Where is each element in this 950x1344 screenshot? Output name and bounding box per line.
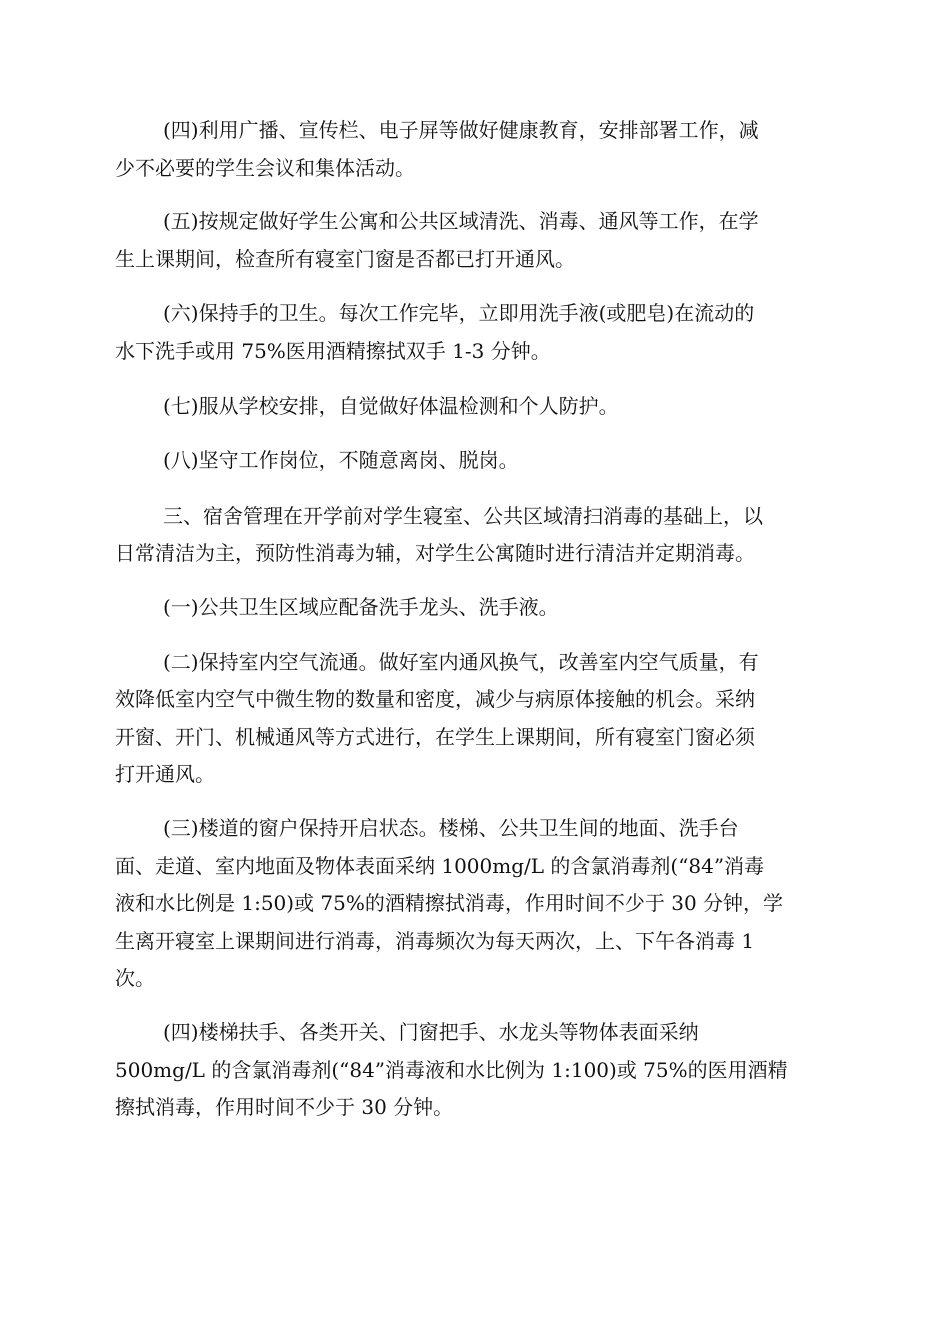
line-text: 三、宿舍管理在开学前对学生寝室、公共区域清扫消毒的基础上，以 [163, 504, 763, 528]
line-text: 效降低室内空气中微生物的数量和密度，减少与病原体接触的机会。采纳 [115, 687, 755, 711]
line-text: (七)服从学校安排，自觉做好体温检测和个人防护。 [163, 394, 619, 418]
line-text: (四)利用广播、宣传栏、电子屏等做好健康教育，安排部署工作，减 [163, 118, 759, 142]
line-text: 日常清洁为主，预防性消毒为辅，对学生公寓随时进行清洁并定期消毒。 [115, 541, 755, 565]
line-text: 次。 [115, 966, 155, 990]
line-text: 500mg/L 的含氯消毒剂(“84”消毒液和水比例为 1:100)或 75%的医用酒精 [115, 1058, 788, 1082]
line-text: 生上课期间，检查所有寝室门窗是否都已打开通风。 [115, 247, 575, 271]
line-text: (一)公共卫生区域应配备洗手龙头、洗手液。 [163, 595, 559, 619]
line-text: 面、走道、室内地面及物体表面采纳 1000mg/L 的含氯消毒剂(“84”消毒 [115, 854, 765, 878]
line-text: (六)保持手的卫生。每次工作完毕，立即用洗手液(或肥皂)在流动的 [163, 301, 755, 325]
line-text: 开窗、开门、机械通风等方式进行，在学生上课期间，所有寝室门窗必须 [115, 725, 755, 749]
line-text: 擦拭消毒，作用时间不少于 30 分钟。 [115, 1095, 454, 1119]
line-text: (四)楼梯扶手、各类开关、门窗把手、水龙头等物体表面采纳 [163, 1020, 699, 1044]
line-text: 生离开寝室上课期间进行消毒，消毒频次为每天两次，上、下午各消毒 1 [115, 929, 755, 953]
line-text: 水下洗手或用 75%医用酒精擦拭双手 1-3 分钟。 [115, 339, 551, 363]
line-text: 打开通风。 [115, 762, 215, 786]
line-text: 液和水比例是 1:50)或 75%的酒精擦拭消毒，作用时间不少于 30 分钟，学 [115, 891, 784, 915]
line-text: (八)坚守工作岗位，不随意离岗、脱岗。 [163, 448, 519, 472]
line-text: (五)按规定做好学生公寓和公共区域清洗、消毒、通风等工作，在学 [163, 209, 759, 233]
line-text: (二)保持室内空气流通。做好室内通风换气，改善室内空气质量，有 [163, 650, 759, 674]
line-text: 少不必要的学生会议和集体活动。 [115, 156, 415, 180]
line-text: (三)楼道的窗户保持开启状态。楼梯、公共卫生间的地面、洗手台 [163, 816, 739, 840]
